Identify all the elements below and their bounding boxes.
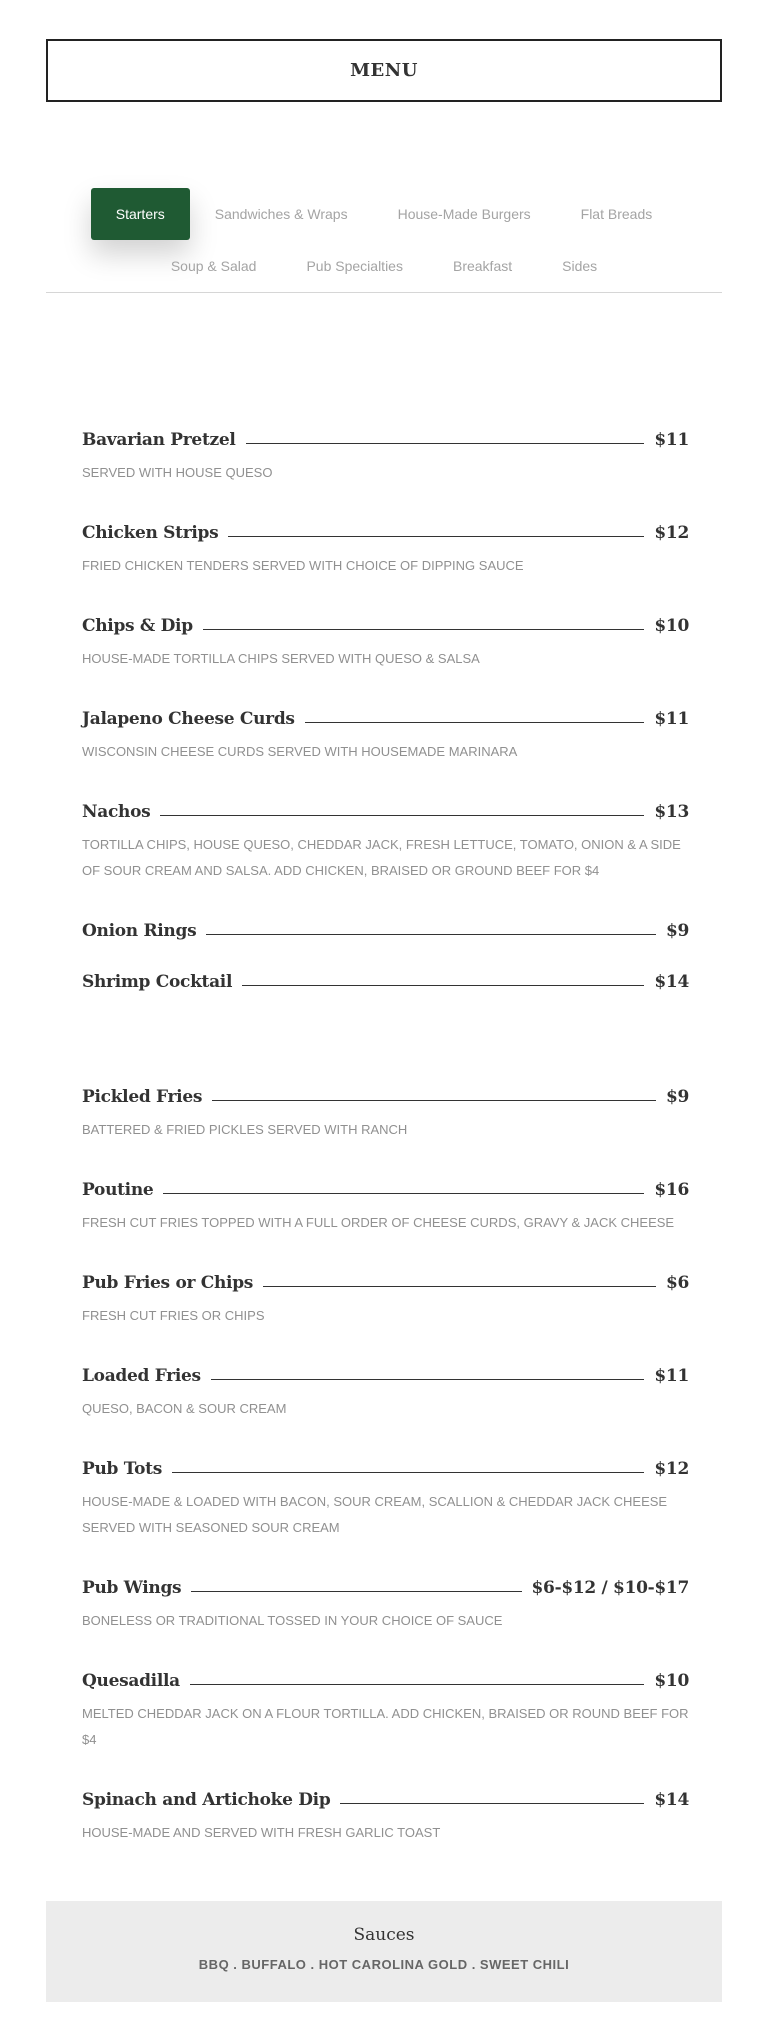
menu-title-box [46, 39, 722, 102]
item-name: Shrimp Cocktail [82, 972, 233, 992]
item-price: $9 [665, 921, 689, 941]
item-description: BATTERED & FRIED PICKLES SERVED WITH RANCH [82, 1122, 408, 1137]
menu-item [82, 511, 689, 579]
item-name: Pub Tots [82, 1459, 163, 1479]
leader-line [160, 815, 644, 816]
item-price: $14 [654, 972, 689, 992]
tab-sandwiches-wraps[interactable]: Sandwiches & Wraps [214, 206, 348, 222]
item-price: $11 [654, 1366, 689, 1386]
menu-item [82, 1447, 689, 1541]
menu-item [82, 697, 689, 765]
item-price: $12 [654, 1459, 689, 1479]
item-description: HOUSE-MADE & LOADED WITH BACON, SOUR CREAM, SCALLION & CHEDDAR JACK CHEESE SERVED WITH SEASONED SOUR CREAM [82, 1494, 668, 1535]
tab-sides[interactable]: Sides [562, 258, 598, 274]
tab-breakfast[interactable]: Breakfast [452, 258, 513, 274]
leader-line [172, 1472, 644, 1473]
sauces-list: BBQ . BUFFALO . HOT CAROLINA GOLD . SWEET CHILI [198, 1957, 570, 1972]
leader-line [246, 443, 645, 444]
item-name: Pub Wings [82, 1578, 182, 1598]
menu-item [82, 1261, 689, 1329]
tab-pub-specialties[interactable]: Pub Specialties [306, 258, 403, 274]
item-description: BONELESS OR TRADITIONAL TOSSED IN YOUR CHOICE OF SAUCE [82, 1613, 503, 1628]
item-description: QUESO, BACON & SOUR CREAM [82, 1401, 287, 1416]
leader-line [190, 1684, 645, 1685]
item-name: Onion Rings [82, 921, 197, 941]
item-price: $11 [654, 430, 689, 450]
item-description: HOUSE-MADE TORTILLA CHIPS SERVED WITH QUESO & SALSA [82, 651, 480, 666]
item-name: Pub Fries or Chips [82, 1273, 254, 1293]
leader-line [211, 1379, 645, 1380]
item-price: $6 [665, 1273, 689, 1293]
menu-items-group-1 [82, 418, 689, 1017]
tab-house-made-burgers[interactable]: House-Made Burgers [397, 206, 531, 222]
item-name: Jalapeno Cheese Curds [82, 709, 295, 729]
item-price: $14 [654, 1790, 689, 1810]
menu-item [82, 1778, 689, 1846]
item-description: SERVED WITH HOUSE QUESO [82, 465, 273, 480]
tab-starters[interactable]: Starters [91, 188, 190, 240]
item-name: Spinach and Artichoke Dip [82, 1790, 331, 1810]
leader-line [228, 536, 644, 537]
item-description: FRESH CUT FRIES TOPPED WITH A FULL ORDER OF CHEESE CURDS, GRAVY & JACK CHEESE [82, 1215, 675, 1230]
leader-line [212, 1100, 656, 1101]
menu-item [82, 960, 689, 992]
item-name: Bavarian Pretzel [82, 430, 236, 450]
tab-row-2 [46, 240, 722, 292]
menu-item [82, 604, 689, 672]
sauces-panel [46, 1901, 722, 2002]
menu-item [82, 418, 689, 486]
menu-item [82, 1659, 689, 1753]
leader-line [340, 1803, 644, 1804]
item-price: $9 [665, 1087, 689, 1107]
menu-item [82, 909, 689, 941]
item-description: MELTED CHEDDAR JACK ON A FLOUR TORTILLA. ADD CHICKEN, BRAISED OR ROUND BEEF FOR $4 [82, 1706, 689, 1747]
menu-item [82, 1075, 689, 1143]
item-price: $10 [654, 616, 689, 636]
menu-item [82, 1168, 689, 1236]
item-price: $16 [654, 1180, 689, 1200]
item-price: $12 [654, 523, 689, 543]
menu-items-group-2 [82, 1075, 689, 1871]
leader-line [305, 722, 645, 723]
leader-line [191, 1591, 521, 1592]
item-price: $13 [654, 802, 689, 822]
item-price: $10 [654, 1671, 689, 1691]
menu-item [82, 790, 689, 884]
item-name: Chicken Strips [82, 523, 219, 543]
tab-row-1 [46, 188, 722, 240]
item-name: Loaded Fries [82, 1366, 201, 1386]
item-description: FRESH CUT FRIES OR CHIPS [82, 1308, 265, 1323]
menu-item [82, 1566, 689, 1634]
item-name: Nachos [82, 802, 151, 822]
item-description: HOUSE-MADE AND SERVED WITH FRESH GARLIC TOAST [82, 1825, 441, 1840]
tab-soup-salad[interactable]: Soup & Salad [170, 258, 257, 274]
leader-line [263, 1286, 656, 1287]
item-description: WISCONSIN CHEESE CURDS SERVED WITH HOUSEMADE MARINARA [82, 744, 518, 759]
sauces-title: Sauces [353, 1925, 415, 1945]
item-price: $6-$12 / $10-$17 [531, 1578, 689, 1598]
item-name: Chips & Dip [82, 616, 193, 636]
tab-flat-breads[interactable]: Flat Breads [580, 206, 653, 222]
item-name: Poutine [82, 1180, 154, 1200]
leader-line [203, 629, 645, 630]
item-description: FRIED CHICKEN TENDERS SERVED WITH CHOICE OF DIPPING SAUCE [82, 558, 524, 573]
leader-line [242, 985, 644, 986]
leader-line [206, 934, 656, 935]
leader-line [163, 1193, 644, 1194]
item-name: Quesadilla [82, 1671, 180, 1691]
item-description: TORTILLA CHIPS, HOUSE QUESO, CHEDDAR JACK, FRESH LETTUCE, TOMATO, ONION & A SIDE OF SOUR CREAM AND SALSA. ADD CHICKEN, BRAISED OR GROUND BEEF FOR $4 [82, 837, 681, 878]
item-price: $11 [654, 709, 689, 729]
item-name: Pickled Fries [82, 1087, 203, 1107]
menu-title: MENU [350, 60, 418, 81]
menu-item [82, 1354, 689, 1422]
menu-tabs [46, 188, 722, 293]
